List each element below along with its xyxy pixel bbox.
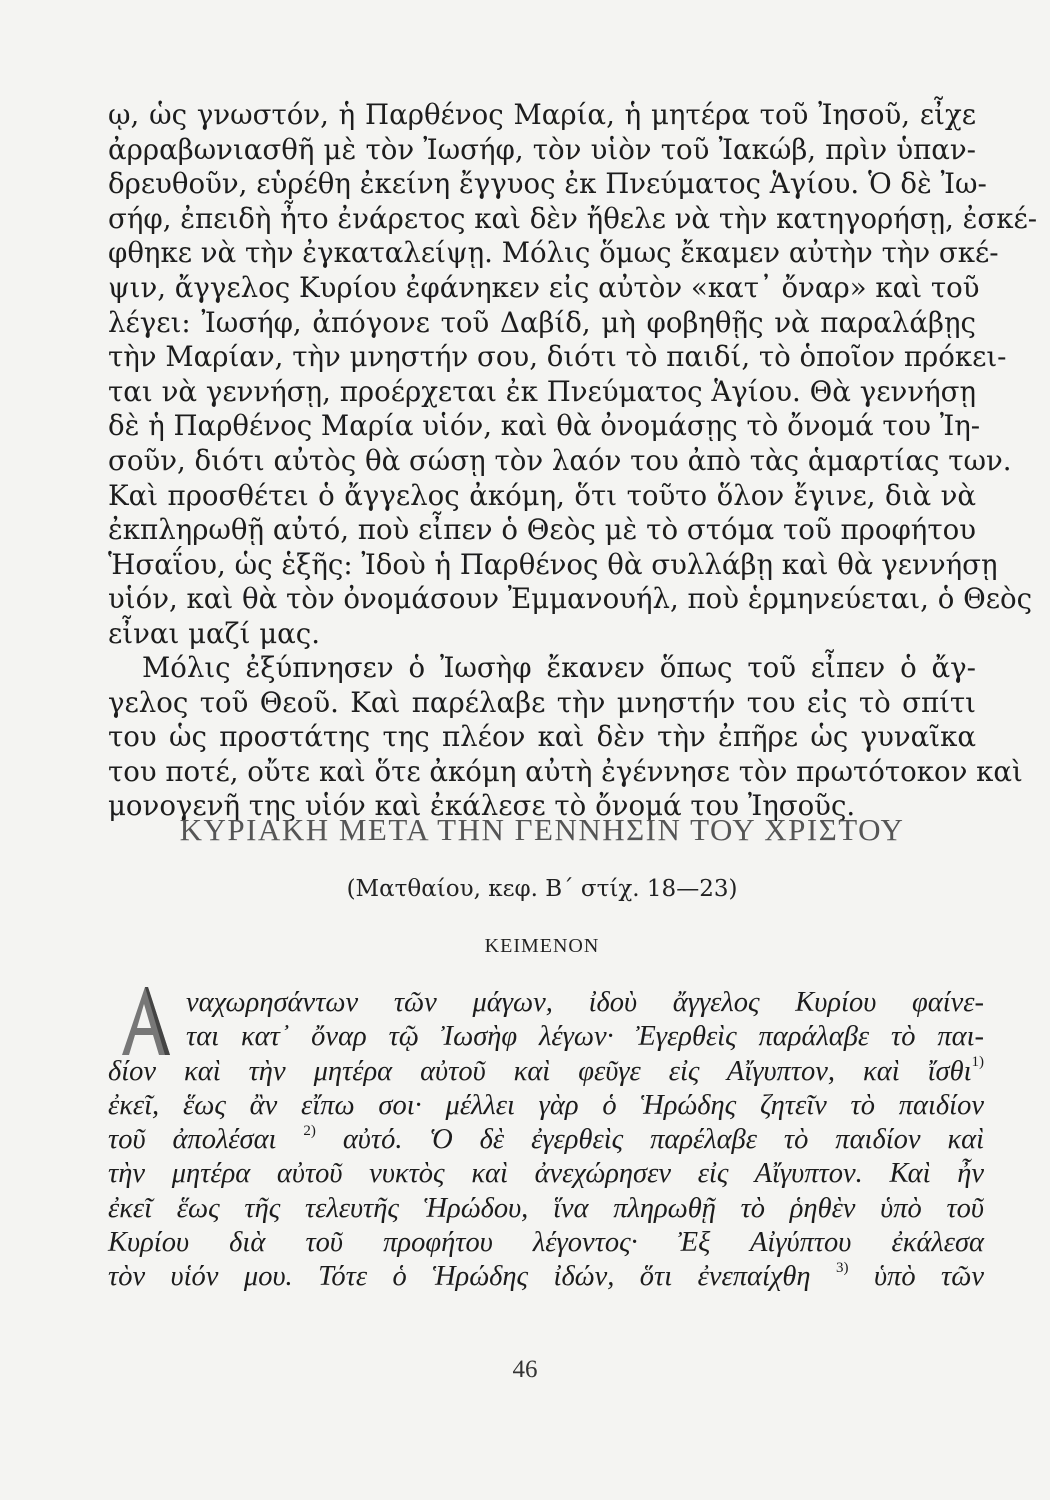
text-line: υἱόν, καὶ θὰ τὸν ὀνομάσουν Ἐμμανουήλ, ποὺ ἑρμηνεύεται, ὁ Θεὸς — [108, 582, 1033, 616]
text-line: δὲ ἡ Παρθένος Μαρία υἱόν, καὶ θὰ ὀνομάσῃς τὸ ὄνομά του Ἰη- — [108, 409, 981, 443]
footnote-mark: 1) — [971, 1054, 984, 1071]
text-line: εἶναι μαζί μας. — [108, 616, 321, 650]
text-line: φθηκε νὰ τὴν ἐγκαταλείψῃ. Μόλις ὅμως ἔκαμεν αὐτὴν τὴν σκέ- — [108, 236, 999, 270]
text-segment: δίον καὶ τὴν μητέρα αὐτοῦ καὶ φεῦγε εἰς Αἴγυπτον, καὶ ἴσθι — [108, 1055, 972, 1087]
text-line: τὴν Μαρίαν, τὴν μνηστήν σου, διότι τὸ παιδί, τὸ ὁποῖον πρόκει- — [108, 340, 1007, 374]
text-line — [108, 1260, 984, 1294]
text-line: ἐκεῖ, ἕως ἂν εἴπω σοι· μέλλει γὰρ ὁ Ἡρώδης ζητεῖν τὸ παιδίον — [108, 1089, 984, 1121]
text-line: Καὶ προσθέτει ὁ ἄγγελος ἀκόμη, ὅτι τοῦτο ὅλον ἔγινε, διὰ νὰ — [108, 478, 976, 512]
text-line: σήφ, ἐπειδὴ ἦτο ἐνάρετος καὶ δὲν ἤθελε νὰ τὴν κατηγορήσῃ, ἐσκέ- — [108, 201, 1038, 235]
text-line: ῳ, ὡς γνωστόν, ἡ Παρθένος Μαρία, ἡ μητέρα τοῦ Ἰησοῦ, εἶχε — [108, 98, 976, 131]
text-line: γελος τοῦ Θεοῦ. Καὶ παρέλαβε τὴν μνηστήν του εἰς τὸ σπίτι — [108, 685, 976, 719]
text-label: ΚΕΙΜΕΝΟΝ — [484, 935, 600, 957]
scripture-reference: (Ματθαίου, κεφ. Β΄ στίχ. 18—23) — [346, 876, 738, 902]
text-segment: τοῦ ἀπολέσαι — [108, 1124, 277, 1156]
text-segment: αὐτό. Ὁ δὲ ἐγερθεὶς παρέλαβε τὸ παιδίον καὶ — [342, 1124, 985, 1156]
text-line: Μόλις ἐξύπνησεν ὁ Ἰωσὴφ ἔκανεν ὅπως τοῦ εἶπεν ὁ ἄγ- — [142, 651, 976, 684]
footnote-mark: 3) — [836, 1259, 849, 1276]
paragraph-1 — [108, 98, 1038, 652]
text-line: ται κατ᾽ ὄναρ τῷ Ἰωσὴφ λέγων· Ἐγερθεὶς παράλαβε τὸ παι- — [186, 1021, 984, 1053]
text-line: τὴν μητέρα αὐτοῦ νυκτὸς καὶ ἀνεχώρησεν εἰς Αἴγυπτον. Καὶ ἦν — [108, 1158, 984, 1190]
text-line: μονογενῆ της υἱόν καὶ ἐκάλεσε τὸ ὄνομά του Ἰησοῦς. — [108, 789, 856, 823]
text-line: σοῦν, διότι αὐτὸς θὰ σώσῃ τὸν λαόν του ἀπὸ τὰς ἁμαρτίας των. — [108, 443, 1012, 477]
text-line: λέγει: Ἰωσήφ, ἀπόγονε τοῦ Δαβίδ, μὴ φοβηθῇς νὰ παραλάβῃς — [108, 305, 976, 339]
text-line: δρευθοῦν, εὑρέθη ἐκείνη ἔγγυος ἐκ Πνεύματος Ἁγίου. Ὁ δὲ Ἰω- — [108, 167, 987, 201]
text-line: ται νὰ γεννήσῃ, προέρχεται ἐκ Πνεύματος Ἁγίου. Θὰ γεννήσῃ — [108, 374, 976, 408]
text-line: του ποτέ, οὔτε καὶ ὅτε ἀκόμη αὐτὴ ἐγέννησε τὸν πρωτότοκον καὶ — [108, 754, 1023, 788]
text-line: ἐκεῖ ἕως τῆς τελευτῆς Ἡρώδου, ἵνα πληρωθῇ τὸ ῥηθὲν ὑπὸ τοῦ — [108, 1192, 984, 1224]
page-number: 46 — [512, 1356, 538, 1383]
text-line: ἀρραβωνιασθῆ μὲ τὸν Ἰωσήφ, τὸν υἱὸν τοῦ Ἰακώβ, πρὶν ὑπαν- — [108, 132, 976, 166]
scripture-text — [108, 986, 984, 1295]
paragraph-1-text — [108, 98, 1038, 652]
text-segment: τὸν υἱόν μου. Τότε ὁ Ἡρώδης ἰδών, ὅτι ἐνεπαίχθη — [108, 1261, 811, 1293]
footnote-mark: 2) — [303, 1122, 316, 1139]
paragraph-2-text — [108, 651, 1023, 824]
text-line: ἐκπληρωθῇ αὐτό, ποὺ εἶπεν ὁ Θεὸς μὲ τὸ στόμα τοῦ προφήτου — [108, 513, 976, 547]
text-line: του ὡς προστάτης της πλέον καὶ δὲν τὴν ἐπῆρε ὡς γυναῖκα — [108, 720, 976, 754]
section-heading: ΚΥΡΙΑΚΗ ΜΕΤΑ ΤΗΝ ΓΕΝΝΗΣΙΝ ΤΟΥ ΧΡΙΣΤΟΥ — [179, 812, 905, 847]
text-segment: ὑπὸ τῶν — [873, 1261, 984, 1293]
text-line: Ἡσαΐου, ὡς ἑξῆς: Ἰδοὺ ἡ Παρθένος θὰ συλλάβῃ καὶ θὰ γεννήσῃ — [108, 547, 998, 581]
paragraph-2 — [108, 651, 1023, 824]
text-line: Κυρίου διὰ τοῦ προφήτου λέγοντος· Ἐξ Αἰγύπτου ἐκάλεσα — [108, 1227, 984, 1259]
text-line — [108, 1055, 984, 1089]
text-line: ψιν, ἄγγελος Κυρίου ἐφάνηκεν εἰς αὐτὸν «κατ᾽ ὄναρ» καὶ τοῦ — [108, 270, 980, 304]
text-line: ναχωρησάντων τῶν μάγων, ἰδοὺ ἄγγελος Κυρίου φαίνε- — [186, 987, 984, 1018]
text-line — [108, 1123, 984, 1157]
